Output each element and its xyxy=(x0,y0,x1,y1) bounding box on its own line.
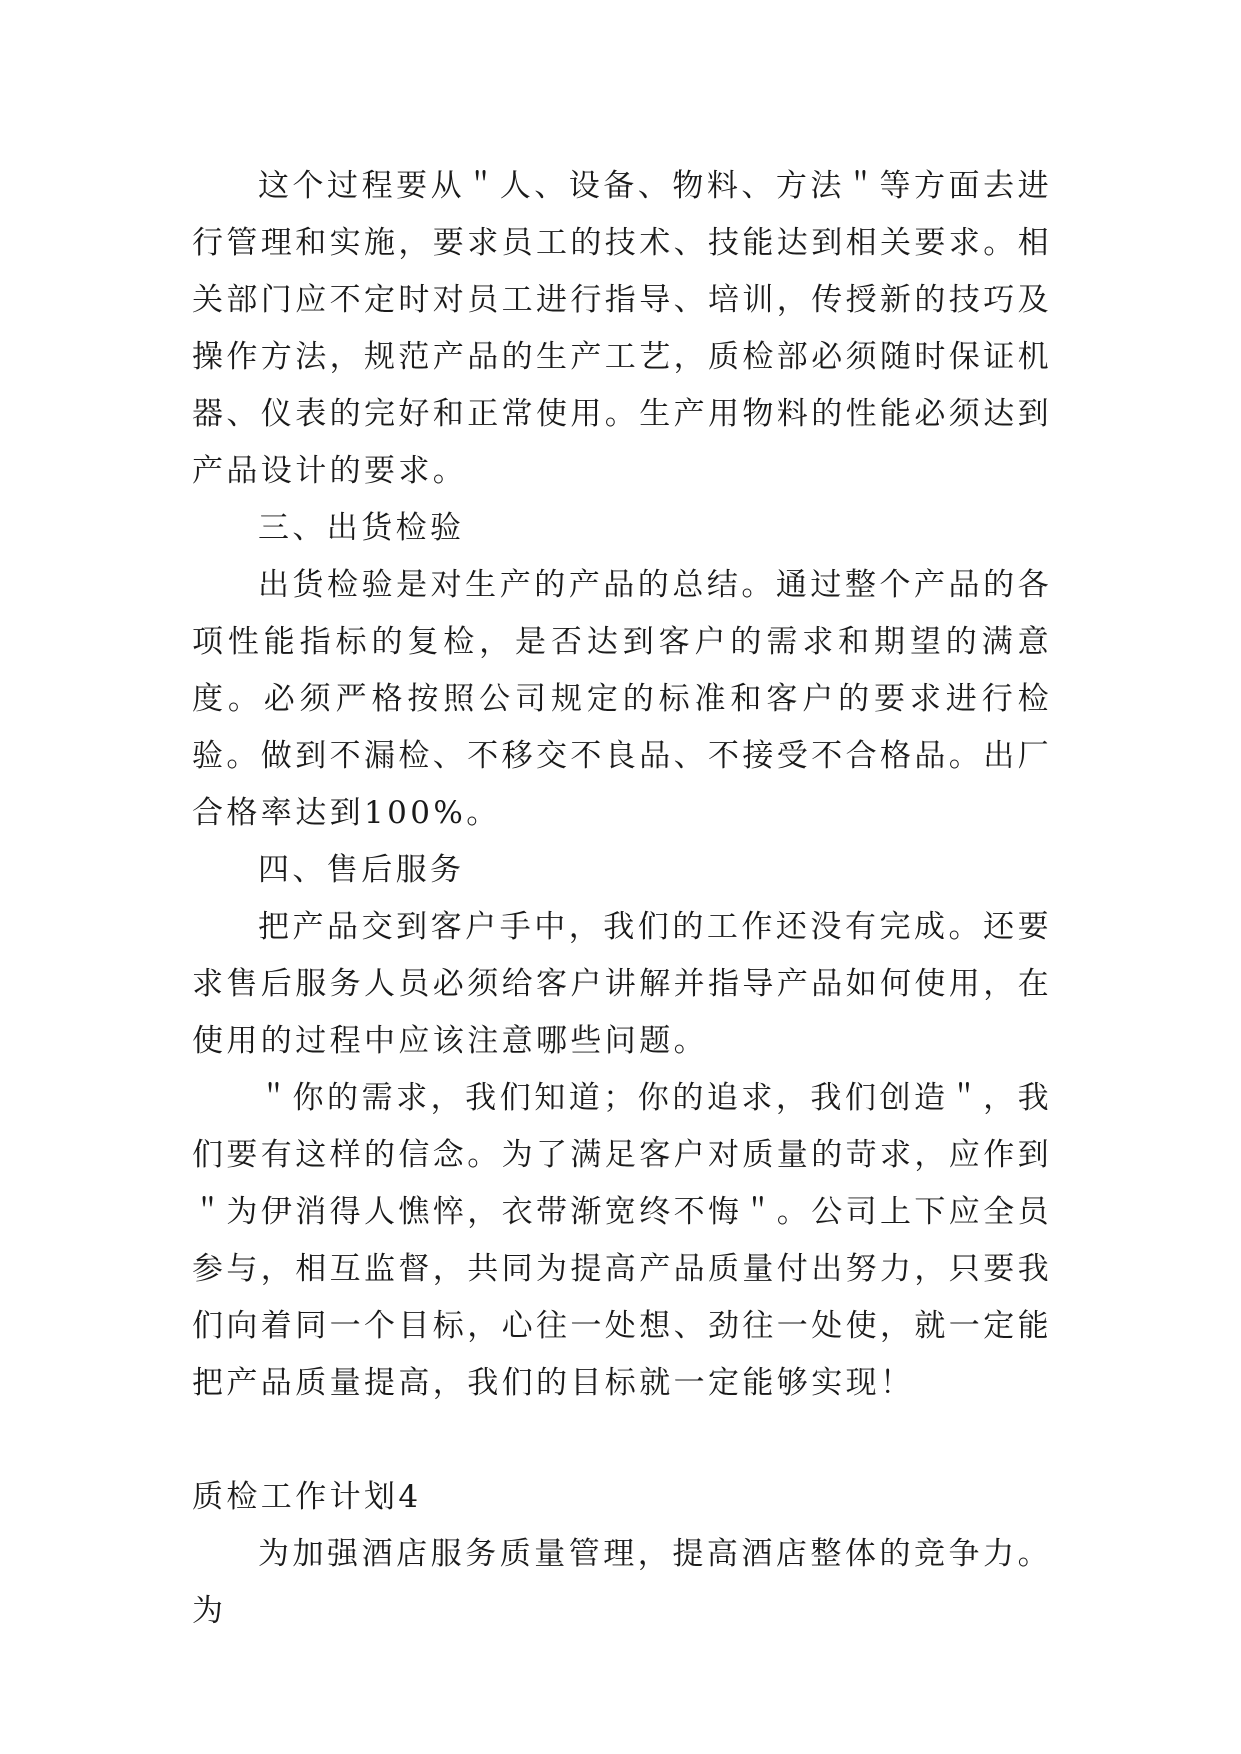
paragraph-quality-belief: ＂你的需求，我们知道；你的追求，我们创造＂，我们要有这样的信念。为了满足客户对质量的苛求，应作到＂为伊消得人憔悴，衣带渐宽终不悔＂。公司上下应全员参与，相互监督，共同为提高产品质量付出努力，只要我们向着同一个目标，心往一处想、劲往一处使，就一定能把产品质量提高，我们的目标就一定能够实现！ xyxy=(192,1080,1052,1401)
document-body xyxy=(192,158,1052,1640)
paragraph-section-intro: 为加强酒店服务质量管理，提高酒店整体的竞争力。为 xyxy=(192,1536,1052,1629)
heading-shipment-inspection: 三、出货检验 xyxy=(258,510,465,546)
heading-after-sales-service: 四、售后服务 xyxy=(258,852,465,888)
section-title: 质检工作计划4 xyxy=(192,1479,422,1515)
paragraph-after-sales-service: 把产品交到客户手中，我们的工作还没有完成。还要求售后服务人员必须给客户讲解并指导产品如何使用，在使用的过程中应该注意哪些问题。 xyxy=(192,909,1052,1059)
paragraph-process-management: 这个过程要从＂人、设备、物料、方法＂等方面去进行管理和实施，要求员工的技术、技能达到相关要求。相关部门应不定时对员工进行指导、培训，传授新的技巧及操作方法，规范产品的生产工艺，质检部必须随时保证机器、仪表的完好和正常使用。生产用物料的性能必须达到产品设计的要求。 xyxy=(192,168,1052,489)
paragraph-shipment-inspection: 出货检验是对生产的产品的总结。通过整个产品的各项性能指标的复检，是否达到客户的需求和期望的满意度。必须严格按照公司规定的标准和客户的要求进行检验。做到不漏检、不移交不良品、不接受不合格品。出厂合格率达到100%。 xyxy=(192,567,1052,831)
